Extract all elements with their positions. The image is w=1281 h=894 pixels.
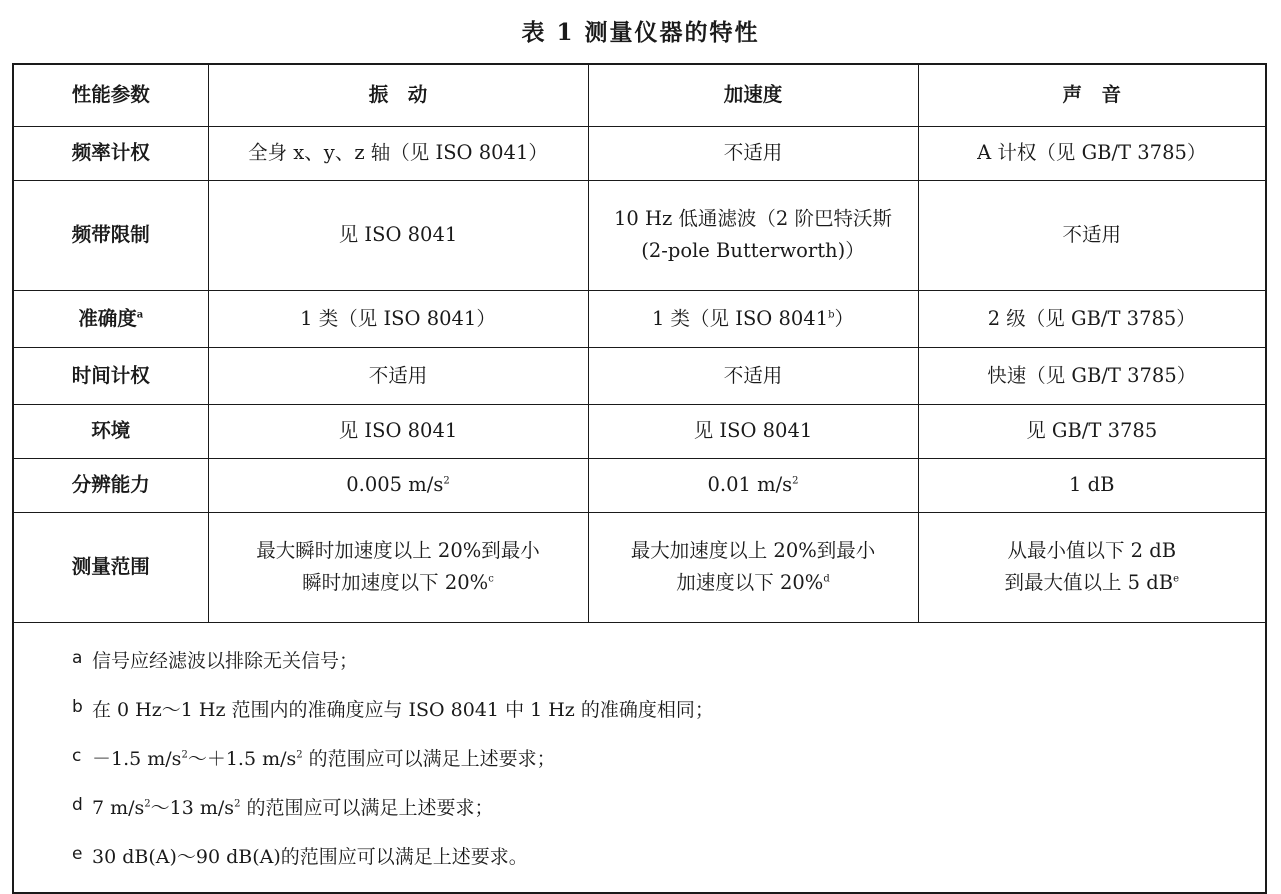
table-row	[13, 404, 1266, 458]
header-row	[13, 64, 1266, 126]
cell-vibration: 见 ISO 8041	[208, 404, 588, 458]
table-row	[13, 512, 1266, 622]
note-text: 在 0 Hz～1 Hz 范围内的准确度应与 ISO 8041 中 1 Hz 的准确度相同；	[92, 698, 714, 721]
note-text: 的范围应可以满足上述要求；	[240, 796, 494, 819]
table-row	[13, 347, 1266, 404]
cell-line: 最大瞬时加速度以上 20%到最小	[256, 539, 540, 562]
note-b	[72, 684, 1265, 733]
note-marker: c	[72, 745, 82, 766]
instrument-characteristics-table	[12, 63, 1267, 894]
header-sound: 声 音	[918, 64, 1266, 126]
superscript: 2	[181, 749, 188, 761]
cell-line: 最大加速度以上 20%到最小	[630, 539, 876, 562]
cell-sound: A 计权（见 GB/T 3785）	[918, 126, 1266, 180]
note-marker: a	[72, 647, 83, 668]
cell-line: 10 Hz 低通滤波（2 阶巴特沃斯	[613, 207, 893, 230]
cell-vibration	[208, 512, 588, 622]
cell-line	[215, 567, 582, 599]
param-resolution: 分辨能力	[13, 458, 208, 512]
header-acceleration: 加速度	[588, 64, 918, 126]
cell-text: 瞬时加速度以下 20%	[302, 571, 489, 594]
note-text: ～13 m/s	[150, 796, 235, 819]
table-row	[13, 126, 1266, 180]
cell-sound: 见 GB/T 3785	[918, 404, 1266, 458]
param-text: 准确度	[78, 306, 137, 330]
note-marker: e	[72, 843, 83, 864]
cell-sound: 1 dB	[918, 458, 1266, 512]
cell-line	[595, 567, 912, 599]
param-accuracy	[13, 290, 208, 347]
note-e	[72, 831, 1265, 880]
header-vibration: 振 动	[208, 64, 588, 126]
cell-vibration: 见 ISO 8041	[208, 180, 588, 290]
param-measurement-range: 测量范围	[13, 512, 208, 622]
cell-acceleration: 不适用	[588, 126, 918, 180]
table-row	[13, 458, 1266, 512]
superscript: 2	[234, 798, 241, 810]
footnote-ref: a	[136, 309, 144, 320]
cell-line: 从最小值以下 2 dB	[1007, 539, 1177, 562]
superscript: 2	[792, 475, 799, 487]
cell-text: 到最大值以上 5 dB	[1004, 571, 1174, 594]
cell-text: 0.01 m/s	[707, 473, 793, 496]
note-text: 信号应经滤波以排除无关信号；	[92, 649, 359, 672]
cell-acceleration	[588, 290, 918, 347]
footnote-ref: e	[1173, 573, 1180, 585]
superscript: 2	[296, 749, 303, 761]
cell-vibration: 1 类（见 ISO 8041）	[208, 290, 588, 347]
note-a	[72, 635, 1265, 684]
table-row	[13, 290, 1266, 347]
cell-acceleration	[588, 180, 918, 290]
table-row	[13, 180, 1266, 290]
cell-text-tail: ）	[834, 306, 855, 330]
note-text: 7 m/s	[92, 796, 145, 819]
note-text: 的范围应可以满足上述要求；	[302, 747, 556, 770]
cell-sound: 2 级（见 GB/T 3785）	[918, 290, 1266, 347]
param-environment: 环境	[13, 404, 208, 458]
footnote-ref: c	[488, 573, 494, 585]
note-marker: b	[72, 696, 83, 717]
cell-acceleration	[588, 512, 918, 622]
param-time-weighting: 时间计权	[13, 347, 208, 404]
note-text: ～＋1.5 m/s	[187, 747, 297, 770]
cell-vibration	[208, 458, 588, 512]
notes-cell	[13, 622, 1266, 893]
note-c	[72, 733, 1265, 782]
footnote-ref: d	[823, 573, 830, 585]
cell-vibration: 全身 x、y、z 轴（见 ISO 8041）	[208, 126, 588, 180]
superscript: 2	[443, 475, 450, 487]
note-marker: d	[72, 794, 83, 815]
footnote-ref: b	[828, 309, 835, 320]
note-text: －1.5 m/s	[92, 747, 182, 770]
cell-text: 1 类（见 ISO 8041	[651, 306, 829, 330]
cell-acceleration: 见 ISO 8041	[588, 404, 918, 458]
cell-text: 加速度以下 20%	[676, 571, 824, 594]
cell-text: 0.005 m/s	[346, 473, 444, 496]
param-frequency-weighting: 频率计权	[13, 126, 208, 180]
cell-line: (2-pole Butterworth)）	[641, 239, 865, 262]
cell-acceleration: 不适用	[588, 347, 918, 404]
param-band-limit: 频带限制	[13, 180, 208, 290]
note-d	[72, 782, 1265, 831]
header-parameter: 性能参数	[13, 64, 208, 126]
superscript: 2	[144, 798, 151, 810]
cell-acceleration	[588, 458, 918, 512]
notes-row	[13, 622, 1266, 893]
cell-sound: 不适用	[918, 180, 1266, 290]
cell-line	[925, 567, 1260, 599]
cell-sound: 快速（见 GB/T 3785）	[918, 347, 1266, 404]
cell-sound	[918, 512, 1266, 622]
table-title: 表 1 测量仪器的特性	[521, 19, 760, 46]
cell-vibration: 不适用	[208, 347, 588, 404]
note-text: 30 dB(A)～90 dB(A)的范围应可以满足上述要求。	[92, 845, 528, 868]
